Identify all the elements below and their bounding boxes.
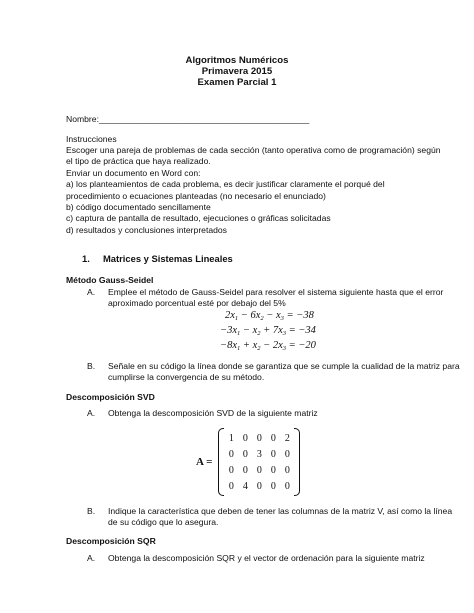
matrix-cell: 0 <box>270 448 276 460</box>
matrix-cell: 1 <box>228 432 234 444</box>
eq2-term: − x <box>240 325 258 336</box>
sqr-a-marker: A. <box>87 553 96 563</box>
section-title: Matrices y Sistemas Lineales <box>103 253 233 264</box>
eq1-term: 2x <box>225 310 235 321</box>
matrix-row <box>224 446 294 462</box>
eq2-term: + 7x <box>260 325 283 336</box>
eq3-term: − 2x <box>260 340 283 351</box>
svd-title: Descomposición SVD <box>66 392 155 402</box>
sqr-title: Descomposición SQR <box>66 536 156 546</box>
matrix-cell: 0 <box>228 448 234 460</box>
gauss-a-text: Emplee el método de Gauss-Seidel para resolver el sistema siguiente hasta que el error <box>108 287 444 297</box>
instruction-line: Enviar un documento en Word con: <box>66 167 201 178</box>
matrix-cell: 0 <box>284 448 290 460</box>
svd-a-marker: A. <box>87 408 96 418</box>
sqr-a-text: Obtenga la descomposición SQR y el vector de ordenación para la siguiente matriz <box>108 553 425 563</box>
equation-1 <box>225 310 314 322</box>
gauss-title: Método Gauss-Seidel <box>66 275 154 285</box>
instruction-line: c) captura de pantalla de resultado, ejecuciones o gráficas solicitadas <box>66 213 331 224</box>
eq2-rhs: = −34 <box>286 325 316 336</box>
instruction-line: el tipo de práctica que haya realizado. <box>66 156 211 167</box>
matrix-table <box>224 430 294 494</box>
matrix-row <box>224 478 294 494</box>
instruction-line: a) los planteamientos de cada problema, es decir justificar claramente el porqué del <box>66 179 385 190</box>
matrix-cell: 0 <box>242 448 248 460</box>
eq-subscript: 3 <box>280 315 284 322</box>
matrix-cell: 3 <box>256 448 262 460</box>
matrix-cell: 0 <box>256 480 262 492</box>
svd-matrix <box>196 428 300 496</box>
eq3-rhs: = −20 <box>286 340 316 351</box>
doc-term: Primavera 2015 <box>201 66 273 77</box>
svd-a-text: Obtenga la descomposición SVD de la siguiente matriz <box>108 408 318 418</box>
matrix-cell: 0 <box>270 432 276 444</box>
eq3-term: + x <box>240 340 258 351</box>
equation-3 <box>220 340 316 352</box>
matrix-row <box>224 430 294 446</box>
gauss-a-marker: A. <box>87 287 96 297</box>
gauss-b-marker: B. <box>87 361 96 371</box>
eq-subscript: 3 <box>282 330 286 337</box>
eq1-rhs: = −38 <box>283 310 314 321</box>
matrix-bracket-right <box>294 428 300 496</box>
eq-subscript: 1 <box>234 315 239 322</box>
gauss-b-text: Señale en su código la línea donde se garantiza que se cumple la cualidad de la matriz para <box>108 361 460 371</box>
eq3-term: −8x <box>220 340 237 351</box>
matrix-cell: 0 <box>242 432 248 444</box>
eq-subscript: 1 <box>237 330 241 337</box>
instruction-line: d) resultados y conclusiones interpretados <box>66 224 227 235</box>
section-number: 1. <box>82 253 90 264</box>
gauss-a-text: aproximado porcentual esté por debajo del 5% <box>108 298 286 308</box>
matrix-cell: 0 <box>284 480 290 492</box>
matrix-row <box>224 462 294 478</box>
instruction-line: procedimiento o ecuaciones planteadas (no necesario el enunciado) <box>66 190 326 201</box>
eq-subscript: 2 <box>257 345 261 352</box>
svd-b-text: de su código que lo asegura. <box>108 517 219 527</box>
eq2-term: −3x <box>220 325 237 336</box>
matrix-label: A = <box>196 456 213 468</box>
svd-b-marker: B. <box>87 506 96 516</box>
matrix-cell: 2 <box>284 432 290 444</box>
matrix-cell: 0 <box>228 464 234 476</box>
matrix-cell: 0 <box>256 432 262 444</box>
eq1-term: − 6x <box>238 310 261 321</box>
eq-subscript: 2 <box>257 330 261 337</box>
instructions-body <box>66 145 441 236</box>
matrix-cell: 0 <box>256 464 262 476</box>
svd-b-text: Indique la característica que deben de tener las columnas de la matriz V, así como la línea <box>108 506 453 516</box>
matrix-cell: 0 <box>270 480 276 492</box>
instruction-line: b) código documentado sencillamente <box>66 202 211 213</box>
doc-title: Algoritmos Numéricos <box>185 55 289 66</box>
doc-exam: Examen Parcial 1 <box>197 77 277 88</box>
name-field: Nombre:____________________________________________ <box>66 114 310 124</box>
instructions-title: Instrucciones <box>66 134 117 144</box>
gauss-b-text: cumplirse la convergencia de su método. <box>108 372 265 382</box>
eq-subscript: 3 <box>282 345 286 352</box>
matrix-cell: 0 <box>270 464 276 476</box>
matrix-cell: 0 <box>228 480 234 492</box>
matrix-cell: 0 <box>242 464 248 476</box>
instruction-line: Escoger una pareja de problemas de cada sección (tanto operativa como de programación) según <box>66 145 441 155</box>
equation-2 <box>220 325 316 337</box>
matrix-cell: 4 <box>242 480 248 492</box>
matrix-cell: 0 <box>284 464 290 476</box>
eq1-term: − x <box>263 310 281 321</box>
eq-subscript: 1 <box>237 345 241 352</box>
eq-subscript: 2 <box>260 315 264 322</box>
